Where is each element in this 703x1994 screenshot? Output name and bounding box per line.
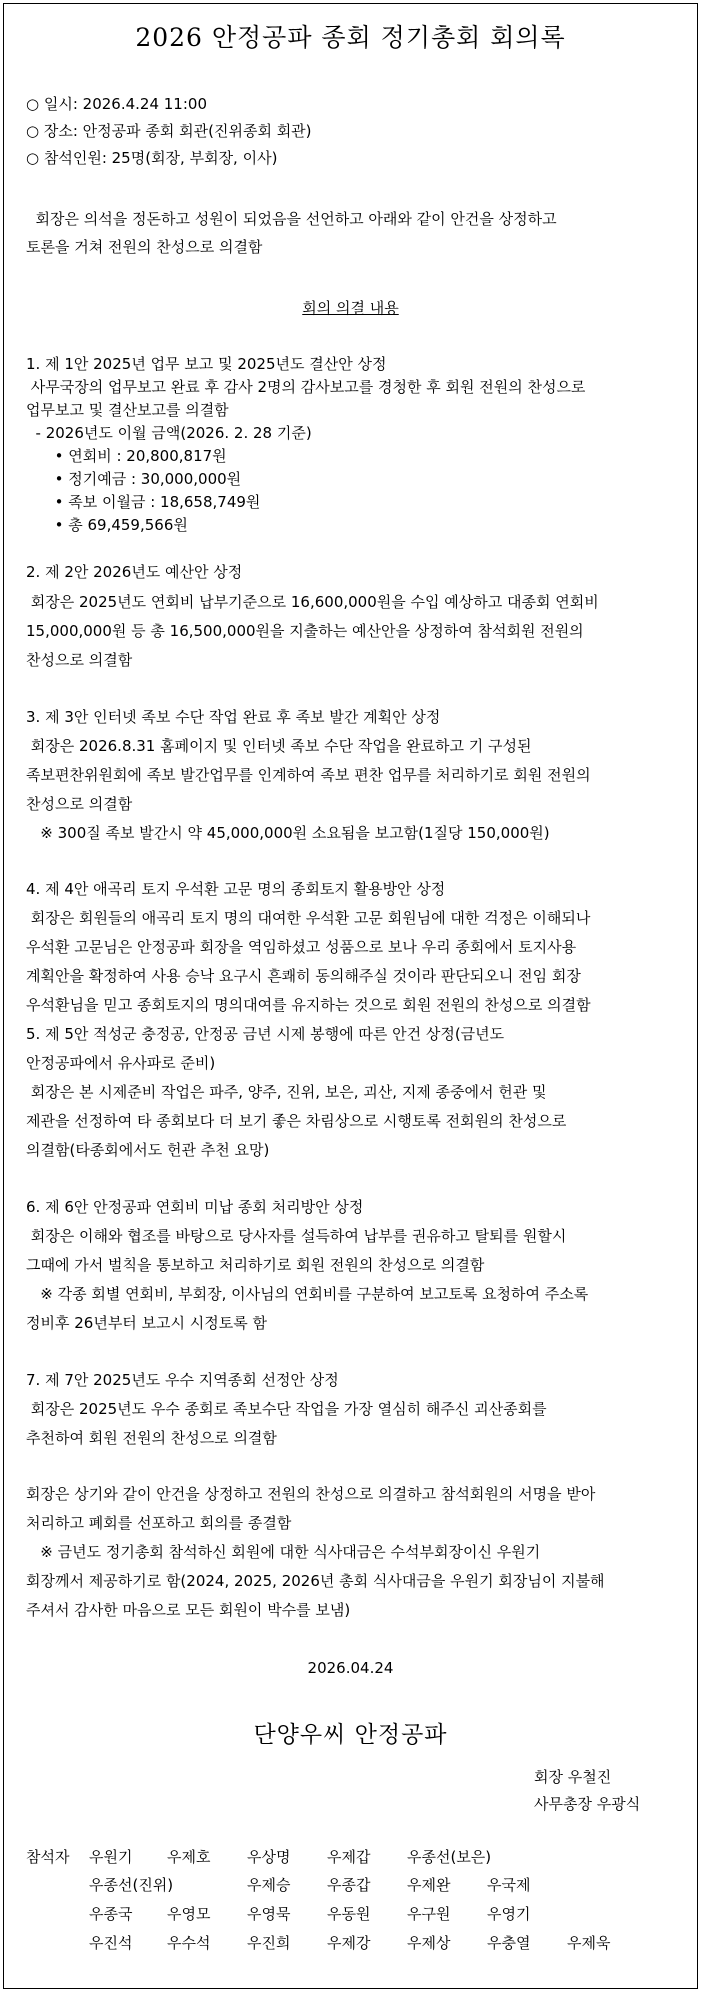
item-1-bullet: • 족보 이월금 : 18,658,749원: [26, 493, 261, 511]
item-1-line: 사무국장의 업무보고 완료 후 감사 2명의 감사보고를 경청한 후 회원 전원의 찬성으로: [26, 378, 586, 396]
attendee-name: 우국제: [487, 1876, 531, 1894]
signer-secretary: 사무총장 우광식: [534, 1795, 641, 1813]
item-3-note: ※ 300질 족보 발간시 약 45,000,000원 소요됨을 보고함(1질당 150,000원): [26, 824, 550, 842]
attendee-name: 우원기: [89, 1848, 133, 1866]
item-3-line: 회장은 2026.8.31 홈페이지 및 인터넷 족보 수단 작업을 완료하고 기 구성된: [26, 737, 532, 755]
item-5-line: 회장은 본 시제준비 작업은 파주, 양주, 진위, 보은, 괴산, 지제 종중에서 헌관 및: [26, 1083, 547, 1101]
item-1-bullet: • 연회비 : 20,800,817원: [26, 447, 227, 465]
item-1-bullet: • 총 69,459,566원: [26, 516, 188, 534]
item-6-note: ※ 각종 회별 연회비, 부회장, 이사님의 연회비를 구분하여 보고토록 요청하여 주소록: [26, 1285, 589, 1303]
attendee-name: 우영모: [167, 1905, 211, 1923]
attendee-name: 우진희: [247, 1934, 291, 1952]
item-4-line: 우석환님을 믿고 종회토지의 명의대여를 유지하는 것으로 회원 전원의 찬성으로 의결함: [26, 996, 591, 1014]
item-7-heading: 7. 제 7안 2025년도 우수 지역종회 선정안 상정: [26, 1371, 339, 1389]
attendee-name: 우수석: [167, 1934, 211, 1952]
document-date: 2026.04.24: [307, 1659, 394, 1677]
attendee-name: 우종선(보은): [407, 1848, 492, 1866]
item-4-heading: 4. 제 4안 애곡리 토지 우석환 고문 명의 종회토지 활용방안 상정: [26, 880, 446, 898]
item-1-bullet: • 정기예금 : 30,000,000원: [26, 470, 242, 488]
item-1-line: 업무보고 및 결산보고를 의결함: [26, 401, 229, 419]
item-5-heading: 5. 제 5안 적성군 충정공, 안정공 금년 시제 봉행에 따른 안건 상정(금년도: [26, 1025, 505, 1043]
attendee-name: 우제욱: [567, 1934, 611, 1952]
item-4-line: 회장은 회원들의 애곡리 토지 명의 대여한 우석환 고문 회원님에 대한 걱정은 이해되나: [26, 909, 591, 927]
attendee-name: 우상명: [247, 1848, 291, 1866]
closing-line: 처리하고 폐회를 선포하고 회의를 종결함: [26, 1514, 292, 1532]
item-1-heading: 1. 제 1안 2025년 업무 보고 및 2025년도 결산안 상정: [26, 355, 387, 373]
item-5-heading-cont: 안정공파에서 유사파로 준비): [26, 1054, 216, 1072]
attendee-name: 우종갑: [327, 1876, 371, 1894]
attendee-name: 우종선(진위): [89, 1876, 174, 1894]
closing-note: 회장께서 제공하기로 함(2024, 2025, 2026년 총회 식사대금을 우원기 회장님이 지불해: [26, 1572, 605, 1590]
item-7-line: 회장은 2025년도 우수 종회로 족보수단 작업을 가장 열심히 해주신 괴산종회를: [26, 1400, 547, 1418]
attendee-name: 우제강: [327, 1934, 371, 1952]
item-6-line: 그때에 가서 벌칙을 통보하고 처리하기로 회원 전원의 찬성으로 의결함: [26, 1256, 485, 1274]
document-title: 2026 안정공파 종회 정기총회 회의록: [135, 23, 566, 52]
item-2-line: 15,000,000원 등 총 16,500,000원을 지출하는 예산안을 상정하여 참석회원 전원의: [26, 622, 584, 640]
attendee-name: 우충열: [487, 1934, 531, 1952]
item-5-line: 제관을 선정하여 타 종회보다 더 보기 좋은 차림상으로 시행토록 전회원의 찬성으로: [26, 1112, 567, 1130]
attendee-name: 우제완: [407, 1876, 451, 1894]
item-4-line: 계획안을 확정하여 사용 승낙 요구시 흔쾌히 동의해주실 것이라 판단되오니 전임 회장: [26, 967, 581, 985]
intro-line: 회장은 의석을 정돈하고 성원이 되었음을 선언하고 아래와 같이 안건을 상정하고: [26, 210, 557, 228]
closing-line: 회장은 상기와 같이 안건을 상정하고 전원의 찬성으로 의결하고 참석회원의 서명을 받아: [26, 1485, 596, 1503]
attendee-name: 우제갑: [327, 1848, 371, 1866]
item-5-line: 의결함(타종회에서도 헌관 추천 요망): [26, 1141, 270, 1159]
info-place: ○ 장소: 안정공파 종회 회관(진위종회 회관): [26, 122, 312, 140]
attendee-name: 우제승: [247, 1876, 291, 1894]
attendee-name: 우제호: [167, 1848, 211, 1866]
closing-note: ※ 금년도 정기총회 참석하신 회원에 대한 식사대금은 수석부회장이신 우원기: [26, 1543, 541, 1561]
item-2-line: 회장은 2025년도 연회비 납부기준으로 16,600,000원을 수입 예상하고 대종회 연회비: [26, 593, 599, 611]
item-3-line: 찬성으로 의결함: [26, 795, 133, 813]
closing-note: 주셔서 감사한 마음으로 모든 회원이 박수를 보냄): [26, 1601, 351, 1619]
attendee-name: 우종국: [89, 1905, 133, 1923]
attendee-name: 우구원: [407, 1905, 451, 1923]
organization-name: 단양우씨 안정공파: [253, 1722, 448, 1748]
attendee-name: 우영묵: [247, 1905, 291, 1923]
attendee-name: 우영기: [487, 1905, 531, 1923]
section-heading: 회의 의결 내용: [302, 299, 399, 317]
attendee-name: 우동원: [327, 1905, 371, 1923]
info-attendance: ○ 참석인원: 25명(회장, 부회장, 이사): [26, 149, 278, 167]
attendee-name: 우제상: [407, 1934, 451, 1952]
item-2-line: 찬성으로 의결함: [26, 651, 133, 669]
attendee-name: 우진석: [89, 1934, 133, 1952]
item-3-heading: 3. 제 3안 인터넷 족보 수단 작업 완료 후 족보 발간 계획안 상정: [26, 708, 441, 726]
item-7-line: 추천하여 회원 전원의 찬성으로 의결함: [26, 1429, 277, 1447]
attendees-label: 참석자: [26, 1848, 70, 1866]
signer-president: 회장 우철진: [534, 1768, 612, 1786]
item-4-line: 우석환 고문님은 안정공파 회장을 역임하셨고 성품으로 보나 우리 종회에서 토지사용: [26, 938, 577, 956]
item-3-line: 족보편찬위원회에 족보 발간업무를 인계하여 족보 편찬 업무를 처리하기로 회원 전원의: [26, 766, 591, 784]
intro-line: 토론을 거쳐 전원의 찬성으로 의결함: [26, 238, 263, 256]
item-6-note: 정비후 26년부터 보고시 시정토록 함: [26, 1314, 268, 1332]
item-1-line: - 2026년도 이월 금액(2026. 2. 28 기준): [26, 424, 312, 442]
document-page: [3, 3, 698, 1989]
item-2-heading: 2. 제 2안 2026년도 예산안 상정: [26, 563, 243, 581]
item-6-line: 회장은 이해와 협조를 바탕으로 당사자를 설득하여 납부를 권유하고 탈퇴를 원할시: [26, 1227, 567, 1245]
info-date: ○ 일시: 2026.4.24 11:00: [26, 95, 207, 113]
item-6-heading: 6. 제 6안 안정공파 연회비 미납 종회 처리방안 상정: [26, 1198, 364, 1216]
